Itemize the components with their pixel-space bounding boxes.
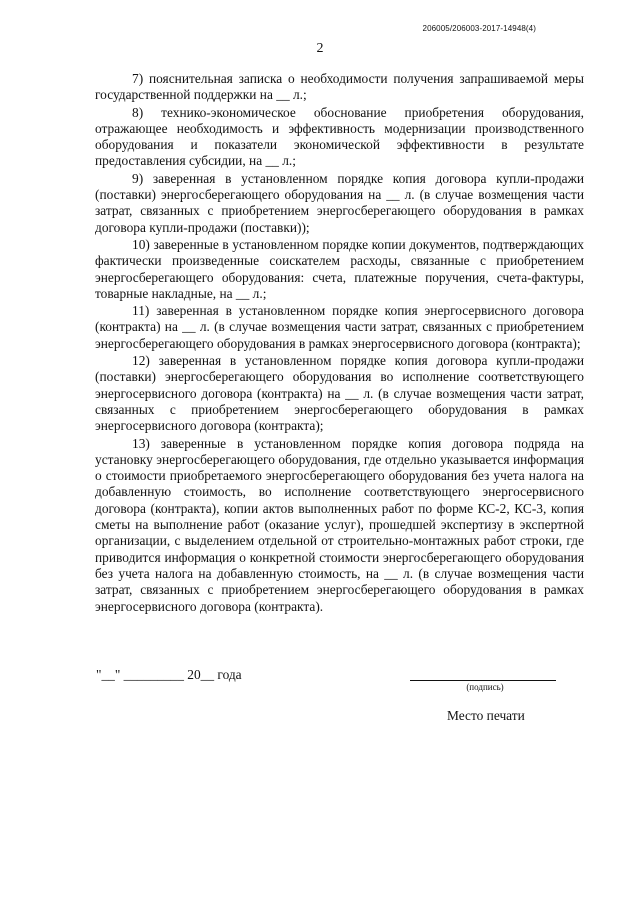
- list-item: 11) заверенная в установленном порядке копия энергосервисного договора (контракта) на __ л. (в случае возмещения части затрат, связанных с приобретением энергосберегающего оборудования в рамках энергосервисного договора (контракта);: [95, 303, 584, 351]
- stamp-place: Место печати: [447, 708, 525, 723]
- document-code: 206005/206003-2017-14948(4): [422, 24, 536, 33]
- date-line: "__" _________ 20__ года: [96, 667, 242, 682]
- list-item: 7) пояснительная записка о необходимости получения запрашиваемой меры государственной поддержки на __ л.;: [95, 71, 584, 103]
- list-item: 13) заверенные в установленном порядке копия договора подряда на установку энергосберегающего оборудования, где отдельно указывается информация о стоимости приобретаемого энергосберегающего оборудования без учета налога на добавленную стоимость, во исполнение соответствующего энергосервисного договора (контракта), копии актов выполненных работ по форме КС-2, КС-3, копия сметы на выполнение работ (оказание услуг), прошедшей экспертизу в экспертной организации, с выделением отдельной от строительно-монтажных работ строки, где приводится информация о конкретной стоимости энергосберегающего оборудования без учета налога на добавленную стоимость, на __ л. (в случае возмещения части затрат, связанных с приобретением энергосберегающего оборудования в рамках энергосервисного договора (контракта).: [95, 435, 584, 614]
- list-item: 9) заверенная в установленном порядке копия договора купли-продажи (поставки) энергосберегающего оборудования на __ л. (в случае возмещения части затрат, связанных с приобретением энергосберегающего оборудования в рамках договора купли-продажи (поставки));: [95, 170, 584, 235]
- page-number: 2: [316, 41, 324, 56]
- list-item: 12) заверенная в установленном порядке копия договора купли-продажи (поставки) энергосберегающего оборудования во исполнение соответствующего энергосервисного договора (контракта) на __ л. (в случае возмещения части затрат, связанных с приобретением энергосберегающего оборудования в рамках энергосервисного договора (контракта);: [95, 353, 584, 434]
- document-body: [95, 71, 584, 616]
- signature-caption: (подпись): [466, 682, 504, 692]
- signature-line: [410, 680, 556, 681]
- list-item: 10) заверенные в установленном порядке копии документов, подтверждающих фактически произведенные соискателем расходы, связанные с приобретением энергосберегающего оборудования: счета, платежные поручения, счета-фактуры, товарные накладные, на __ л.;: [95, 236, 584, 301]
- list-item: 8) технико-экономическое обоснование приобретения оборудования, отражающее необходимость и эффективность модернизации производственного оборудования и показатели экономической эффективности в результате предоставления субсидии, на __ л.;: [95, 104, 584, 169]
